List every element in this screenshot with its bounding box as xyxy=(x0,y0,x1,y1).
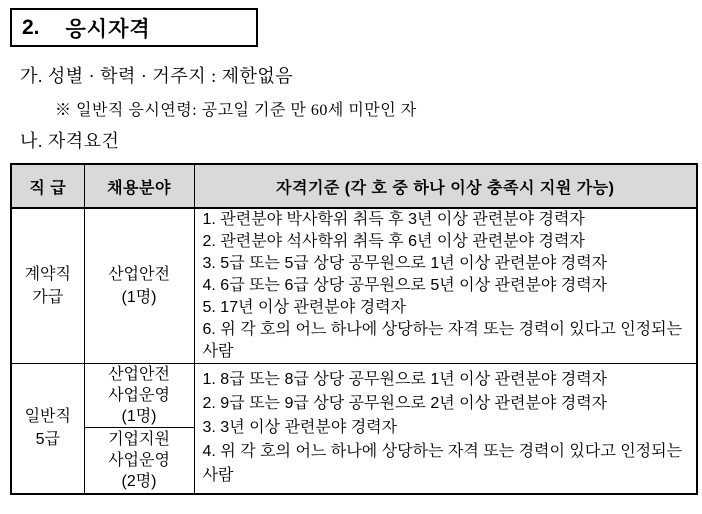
field-line: (1명) xyxy=(121,289,157,306)
cell-field-business-support xyxy=(84,428,194,494)
table-row-contract xyxy=(11,208,697,364)
age-limit-note: ※ 일반직 응시연령: 공고일 기준 만 60세 미만인 자 xyxy=(55,102,417,119)
qualification-line-gender-education: 가. 성별 · 학력 · 거주지 : 제한없음 xyxy=(20,66,294,86)
criteria-item: 6. 위 각 호의 어느 하나에 상당하는 자격 또는 경력이 있다고 인정되는 사람 xyxy=(202,321,683,360)
criteria-item: 1. 관련분야 박사학위 취득 후 3년 이상 관련분야 경력자 xyxy=(202,211,585,228)
section-title: 응시자격 xyxy=(65,17,151,41)
rank-line: 가급 xyxy=(32,289,64,306)
column-header-rank: 직 급 xyxy=(11,164,84,208)
criteria-item: 2. 9급 또는 9급 상당 공무원으로 2년 이상 관련분야 경력자 xyxy=(202,395,608,413)
cell-field-industrial-safety xyxy=(84,208,194,364)
table-row-general-a xyxy=(11,364,697,428)
field-line: 사업운영 xyxy=(108,451,170,469)
column-header-field: 채용분야 xyxy=(84,164,194,208)
rank-line: 계약직 xyxy=(24,266,71,283)
criteria-item: 1. 8급 또는 8급 상당 공무원으로 1년 이상 관련분야 경력자 xyxy=(202,371,608,389)
section-number: 2. xyxy=(22,15,40,39)
field-line: (1명) xyxy=(121,408,157,425)
criteria-item: 2. 관련분야 석사학위 취득 후 6년 이상 관련분야 경력자 xyxy=(202,233,585,250)
cell-rank-contract xyxy=(11,208,84,364)
cell-criteria-contract xyxy=(194,208,697,364)
field-line: (2명) xyxy=(121,472,157,490)
section-title-box xyxy=(10,8,258,47)
cell-criteria-general xyxy=(194,364,697,494)
cell-rank-general xyxy=(11,364,84,494)
criteria-item: 4. 위 각 호의 어느 하나에 상당하는 자격 또는 경력이 있다고 인정되는 사람 xyxy=(202,443,683,485)
column-header-criteria: 자격기준 (각 호 중 하나 이상 충족시 지원 가능) xyxy=(194,164,697,208)
table-header-row xyxy=(11,164,697,208)
qualification-table xyxy=(10,163,698,495)
requirement-heading: 나. 자격요건 xyxy=(20,131,120,151)
field-line: 사업운영 xyxy=(108,387,170,404)
rank-line: 5급 xyxy=(35,431,60,449)
field-line: 산업안전 xyxy=(108,266,170,283)
field-line: 기업지원 xyxy=(108,430,170,448)
field-line: 산업안전 xyxy=(108,366,170,383)
criteria-item: 4. 6급 또는 6급 상당 공무원으로 5년 이상 관련분야 경력자 xyxy=(202,277,608,294)
criteria-item: 5. 17년 이상 관련분야 경력자 xyxy=(202,299,406,316)
criteria-item: 3. 5급 또는 5급 상당 공무원으로 1년 이상 관련분야 경력자 xyxy=(202,255,608,272)
criteria-item: 3. 3년 이상 관련분야 경력자 xyxy=(202,419,398,437)
rank-line: 일반직 xyxy=(24,408,71,426)
cell-field-safety-operations xyxy=(84,364,194,428)
